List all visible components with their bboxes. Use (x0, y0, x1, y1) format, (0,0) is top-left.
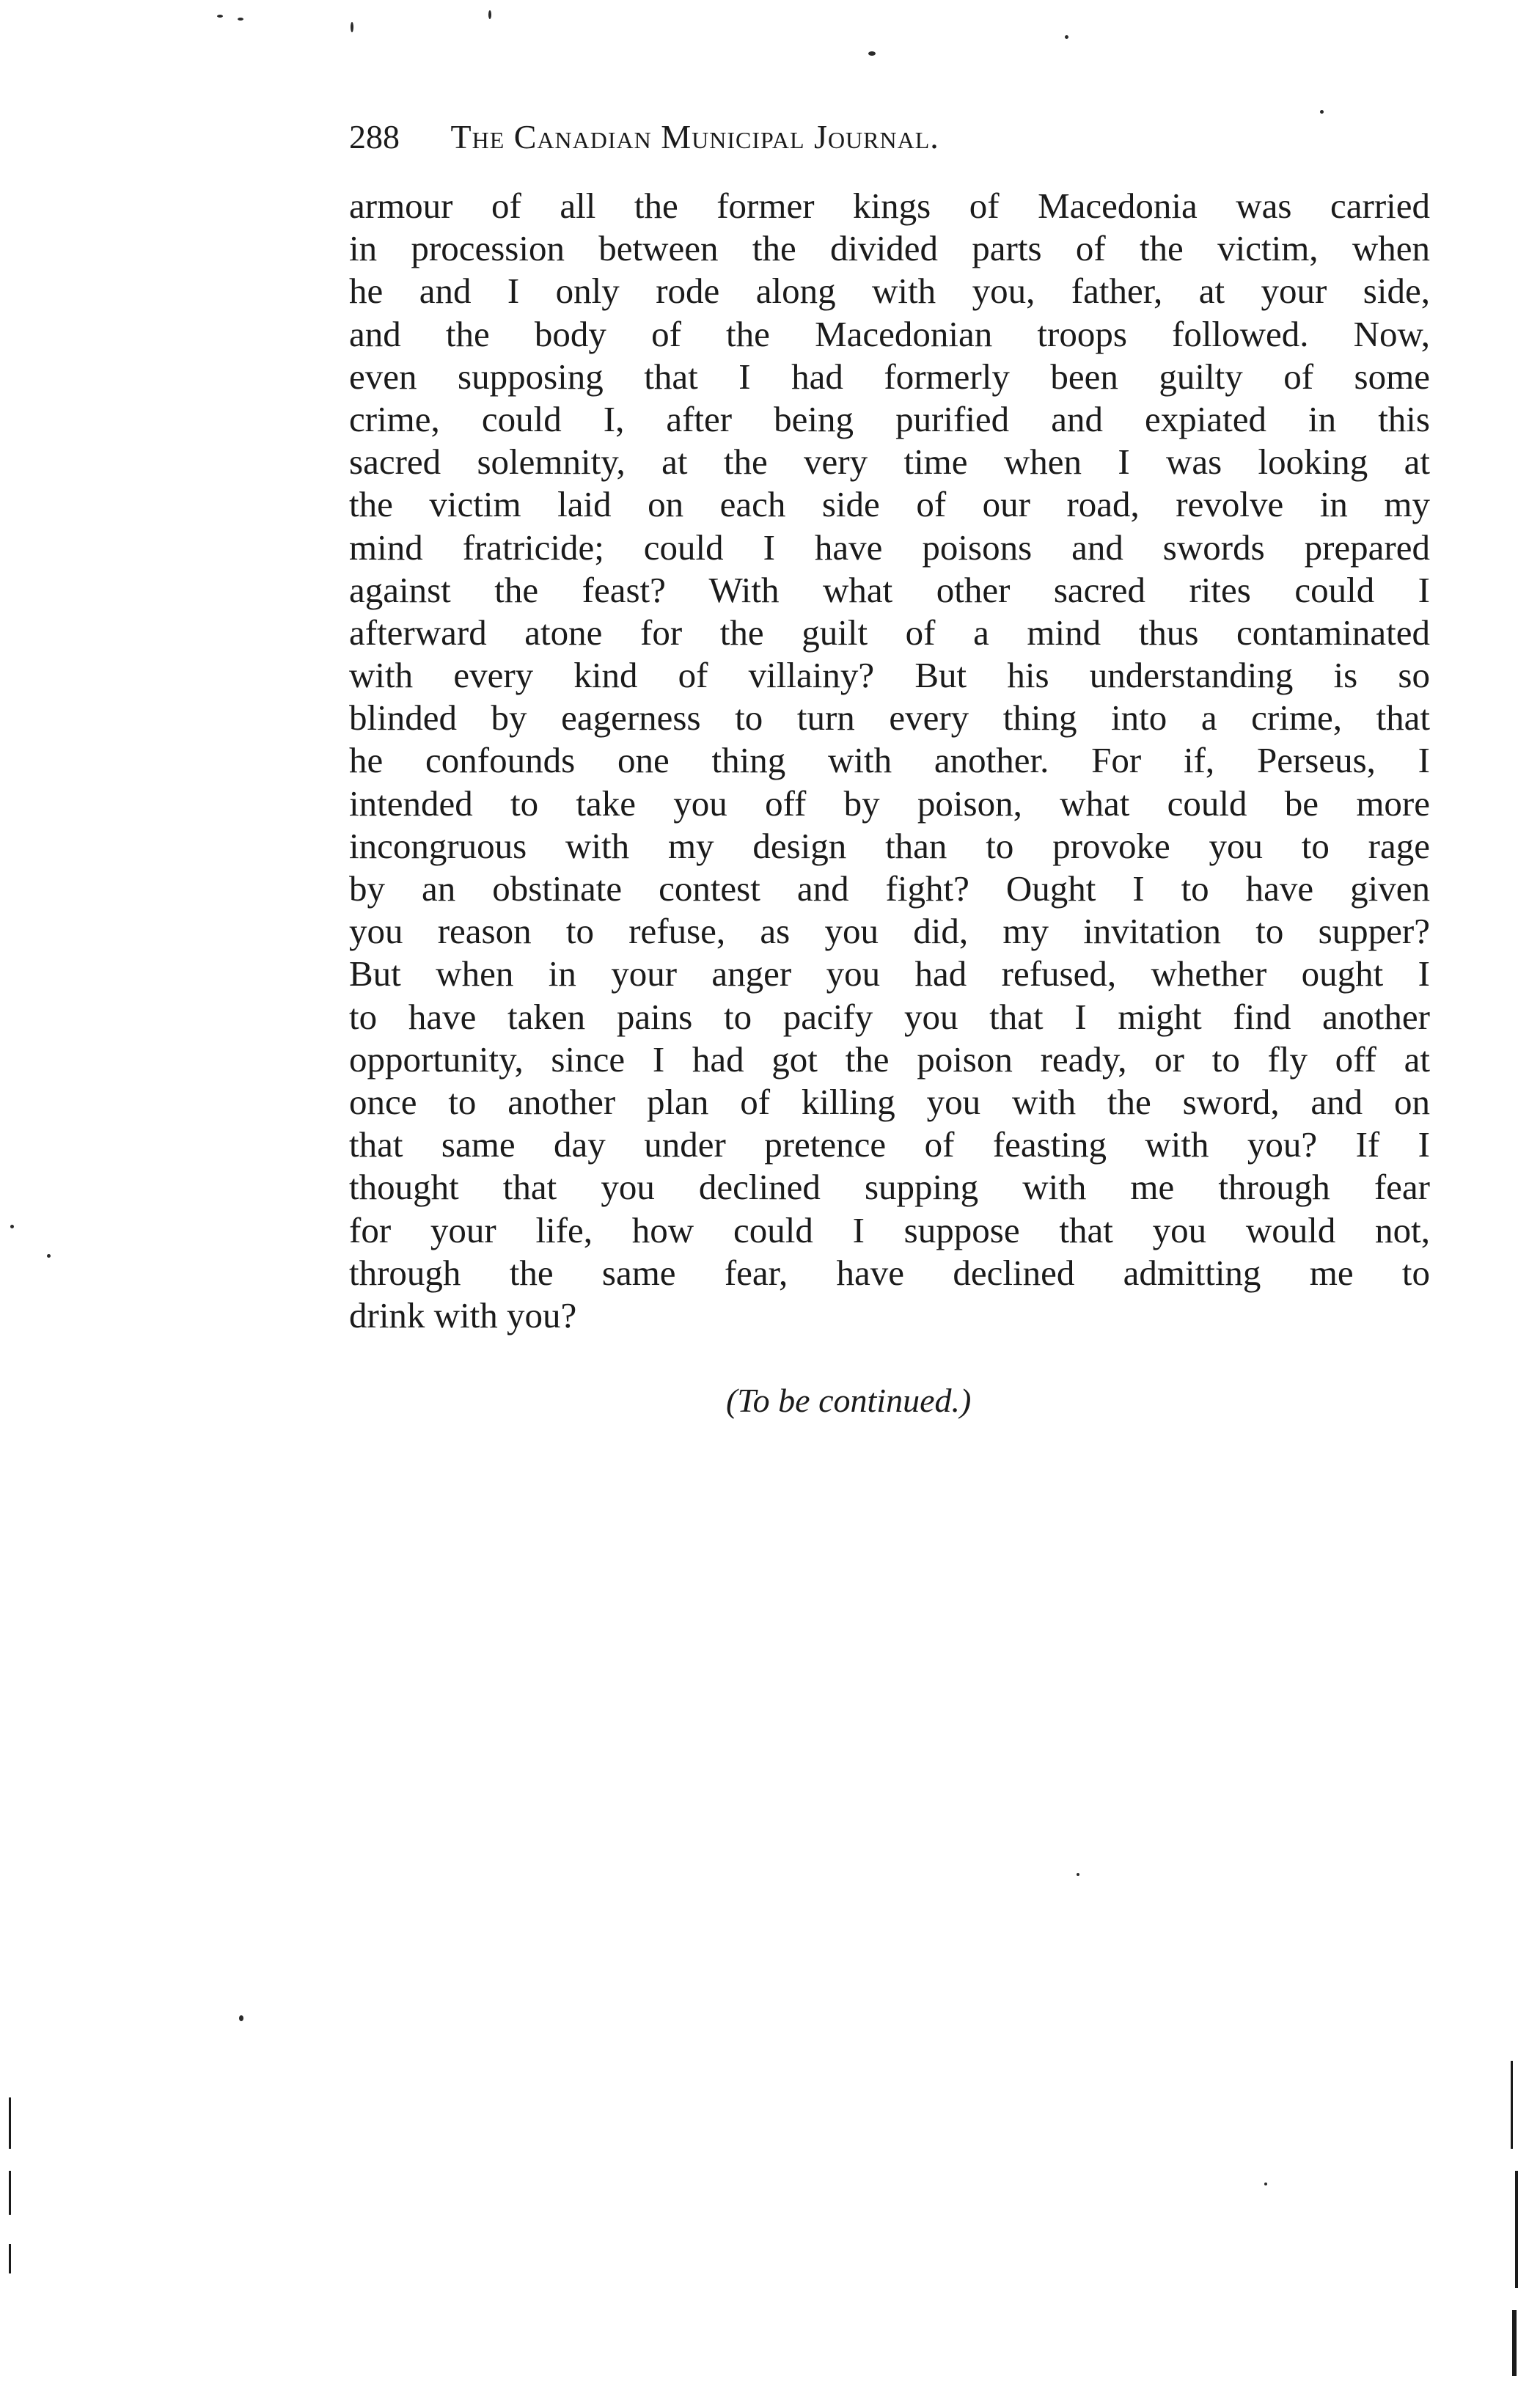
text-line: that same day under pretence of feasting with you? If I (349, 1124, 1430, 1165)
scan-edge-mark (1512, 2310, 1517, 2376)
text-line: and the body of the Macedonian troops followed. Now, (349, 313, 1430, 354)
text-line: incongruous with my design than to provoke you to rage (349, 825, 1430, 866)
text-line: by an obstinate contest and fight? Ought I to have given (349, 868, 1430, 909)
scan-speck (238, 18, 243, 21)
text-line: thought that you declined supping with me through fear (349, 1167, 1430, 1208)
scan-edge-mark (9, 2097, 11, 2149)
text-line: opportunity, since I had got the poison ready, or to fly off at (349, 1038, 1430, 1080)
text-line: he confounds one thing with another. For if, Perseus, I (349, 740, 1430, 781)
text-line: through the same fear, have declined admitting me to (349, 1252, 1430, 1293)
scan-speck (488, 10, 491, 19)
scan-speck (351, 22, 353, 32)
text-line: crime, could I, after being purified and expiated in this (349, 398, 1430, 439)
scan-speck (1264, 2183, 1267, 2185)
scan-speck (217, 15, 223, 18)
text-line: with every kind of villainy? But his understanding is so (349, 655, 1430, 696)
scan-speck (1320, 110, 1324, 114)
scan-speck (10, 1225, 14, 1228)
text-line: the victim laid on each side of our road, revolve in my (349, 484, 1430, 525)
scan-speck (1065, 35, 1068, 39)
text-line: in procession between the divided parts of the victim, when (349, 228, 1430, 269)
scan-speck (1077, 1873, 1079, 1876)
text-line: once to another plan of killing you with the sword, and on (349, 1081, 1430, 1122)
text-line: drink with you? (349, 1294, 577, 1335)
scan-edge-mark (9, 2244, 11, 2273)
continued-note: (To be continued.) (726, 1382, 972, 1419)
scan-edge-mark (9, 2171, 11, 2215)
text-line: intended to take you off by poison, what could be more (349, 783, 1430, 824)
running-title: The Canadian Municipal Journal. (450, 118, 939, 155)
text-line: to have taken pains to pacify you that I might find another (349, 996, 1430, 1037)
text-line: blinded by eagerness to turn every thing into a crime, that (349, 697, 1430, 739)
text-line: he and I only rode along with you, father, at your side, (349, 271, 1430, 312)
scan-edge-mark (1511, 2061, 1513, 2149)
text-line: armour of all the former kings of Macedonia was carried (349, 186, 1430, 226)
body-text (349, 185, 1430, 1337)
text-line: sacred solemnity, at the very time when I was looking at (349, 441, 1430, 483)
page-number: 288 (349, 118, 400, 155)
scan-speck (868, 51, 876, 56)
text-line: even supposing that I had formerly been guilty of some (349, 356, 1430, 397)
text-line: you reason to refuse, as you did, my invitation to supper? (349, 911, 1430, 952)
scan-speck (47, 1254, 51, 1258)
scan-speck (239, 2015, 243, 2021)
page-header (349, 111, 1273, 163)
text-line: mind fratricide; could I have poisons and swords prepared (349, 527, 1430, 568)
text-line: for your life, how could I suppose that you would not, (349, 1209, 1430, 1250)
text-line: against the feast? With what other sacred rites could I (349, 569, 1430, 610)
text-line: afterward atone for the guilt of a mind thus contaminated (349, 612, 1430, 653)
scan-edge-mark (1515, 2171, 1518, 2288)
text-line: But when in your anger you had refused, whether ought I (349, 953, 1430, 994)
